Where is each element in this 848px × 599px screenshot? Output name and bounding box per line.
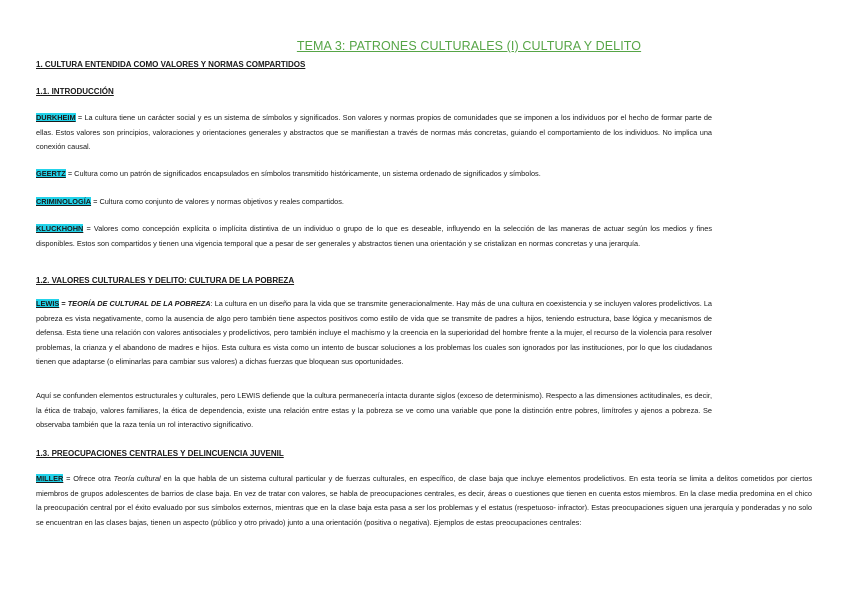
paragraph-kluckhohn (36, 222, 712, 251)
geertz-text: = Cultura como un patrón de significados encapsulados en símbolos transmitido históricamente, un sistema ordenado de significados y símbolos. (65, 169, 541, 178)
author-lewis: LEWIS (36, 299, 60, 308)
subsection-heading-1-1: 1.1. INTRODUCCIÓN (36, 87, 114, 96)
section-heading-1: 1. CULTURA ENTENDIDA COMO VALORES Y NORMAS COMPARTIDOS (36, 60, 306, 69)
paragraph-miller: MILLER = Ofrece otra Teoría cultural en la que habla de un sistema cultural particular y de fuerzas culturales, en específico, de clase baja que incluye elementos prodelictivos. En esta teoría se limita a delitos cometidos por ciertos miembros de grupos adolescentes de barrios de clase baja. En vez de tratar con valores, se habla de preocupaciones centrales, es decir, áreas o cuestiones que tienen en cuenta estos miembros. En la clase media predomina en el chico la preocupación central por el éxito evaluado por sus símbolos externos, mientras que en la clase baja esta pasa a ser los problemas y el estatus (respetuoso- infractor). Estas preocupaciones siguen una jerarquía y ponderadas y no solo se encuentran en las clases bajas, tienen un aspecto (público y otro privado) junto a una orientación (positiva o negativa). Ejemplos de estas preocupaciones centrales: (36, 474, 813, 527)
paragraph-criminologia (36, 195, 712, 210)
paragraph-lewis: LEWIS = TEORÍA DE CULTURAL DE LA POBREZA: La cultura en un diseño para la vida que se transmite generacionalmente. Hay más de una cultura en coexistencia y se incluyen valores prodelictivos. La pobreza es vista negativamente, como la ausencia de algo pero también tiene aspectos positivos como estilo de vida que se transmite de padres a hijos, teniendo estructura, base lógica y mecanismos de defensa. Esta tiene una relación con valores antisociales y prodelictivos, pero también incluye el machismo y la creencia en la superioridad del hombre frente a la mujer, el recurso de la violencia para resolver problemas, la crianza y el abandono de madres e hijos. Esta cultura es vista como un intento de buscar soluciones a los problemas los cuales son ignorados por las instituciones, por lo que los ciudadanos tienen que adaptarse (o eliminarlas para cambiar sus valores) a dichas fuerzas que bloquean sus oportunidades. (36, 299, 713, 366)
miller-theory-name: Teoría cultural (113, 474, 161, 483)
subsection-heading-1-3: 1.3. PREOCUPACIONES CENTRALES Y DELINCUENCIA JUVENIL (36, 449, 284, 458)
author-geertz: GEERTZ (36, 169, 66, 178)
durkheim-text: = La cultura tiene un carácter social y es un sistema de símbolos y significados. Son valores y normas propios de comunidades que se imponen a los individuos por el hecho de formar parte de ellas. Estos valores son principios, valoraciones y orientaciones generales y abstractos que se manifiestan a través de normas más concretas, guiando el comportamiento de los individuos. No implica una conexión causal. (36, 113, 712, 151)
paragraph-geertz (36, 167, 712, 182)
author-kluckhohn: KLUCKHOHN (36, 224, 84, 233)
author-durkheim: DURKHEIM (36, 113, 76, 122)
document-title: TEMA 3: PATRONES CULTURALES (I) CULTURA Y DELITO (296, 39, 642, 53)
lewis-text: : La cultura en un diseño para la vida que se transmite generacionalmente. Hay más de una cultura en coexistencia y se incluyen valores prodelictivos. La pobreza es vista negativamente, como la ausencia de algo pero también tiene aspectos positivos como estilo de vida que se transmite de padres a hijos, teniendo estructura, base lógica y mecanismos de defensa. Esta tiene una relación con valores antisociales y prodelictivos, pero también incluye el machismo y la creencia en la superioridad del hombre frente a la mujer, el recurso de la violencia para resolver problemas, la crianza y el abandono de madres e hijos. Esta cultura es vista como un intento de buscar soluciones a los problemas los cuales son ignorados por las instituciones, por lo que los ciudadanos tienen que adaptarse (o eliminarlas para cambiar sus valores) a dichas fuerzas que bloquean sus oportunidades. (36, 299, 713, 366)
paragraph-durkheim (36, 111, 712, 155)
term-criminologia: CRIMINOLOGÍA (36, 197, 92, 206)
miller-text: en la que habla de un sistema cultural particular y de fuerzas culturales, en específico, de clase baja que incluye elementos prodelictivos. En esta teoría se limita a delitos cometidos por ciertos miembros de grupos adolescentes de barrios de clase baja. En vez de tratar con valores, se habla de preocupaciones centrales, es decir, áreas o cuestiones que tienen en cuenta estos miembros. En la clase media predomina en el chico la preocupación central por el éxito evaluado por sus símbolos externos, mientras que en la clase baja esta pasa a ser los problemas y el estatus (respetuoso- infractor). Estas preocupaciones siguen una jerarquía y ponderadas y no solo se encuentran en las clases bajas, tienen un aspecto (público y otro privado) junto a una orientación (positiva o negativa). Ejemplos de estas preocupaciones centrales: (36, 474, 813, 527)
lewis-theory-name: TEORÍA DE CULTURAL DE LA POBREZA (67, 299, 211, 308)
criminologia-text: = Cultura como conjunto de valores y normas objetivos y reales compartidos. (91, 197, 344, 206)
kluckhohn-text: = Valores como concepción explícita o implícita distintiva de un individuo o grupo de lo que es deseable, influyendo en la selección de las maneras de actuar según los medios y fines disponibles. Estos son compartidos y tienen una vigencia temporal que a pesar de ser generales y abstractos tienen una orientación y se cristalizan en normas concretas y una jerarquía. (36, 224, 712, 248)
subsection-heading-1-2: 1.2. VALORES CULTURALES Y DELITO: CULTURA DE LA POBREZA (36, 276, 295, 285)
paragraph-aqui: Aquí se confunden elementos estructurales y culturales, pero LEWIS defiende que la cultura permanecería intacta durante siglos (exceso de determinismo). Respecto a las dimensiones actitudinales, es decir, la ética de trabajo, valores familiares, la ética de dependencia, existe una relación entre estas y la pobreza se ve como una variable que pone la distinción entre pobres, limítrofes y ajenos a pobreza. Se observaba también que la raza tenía un rol interactivo significativo. (36, 391, 712, 429)
author-miller: MILLER (36, 474, 64, 483)
